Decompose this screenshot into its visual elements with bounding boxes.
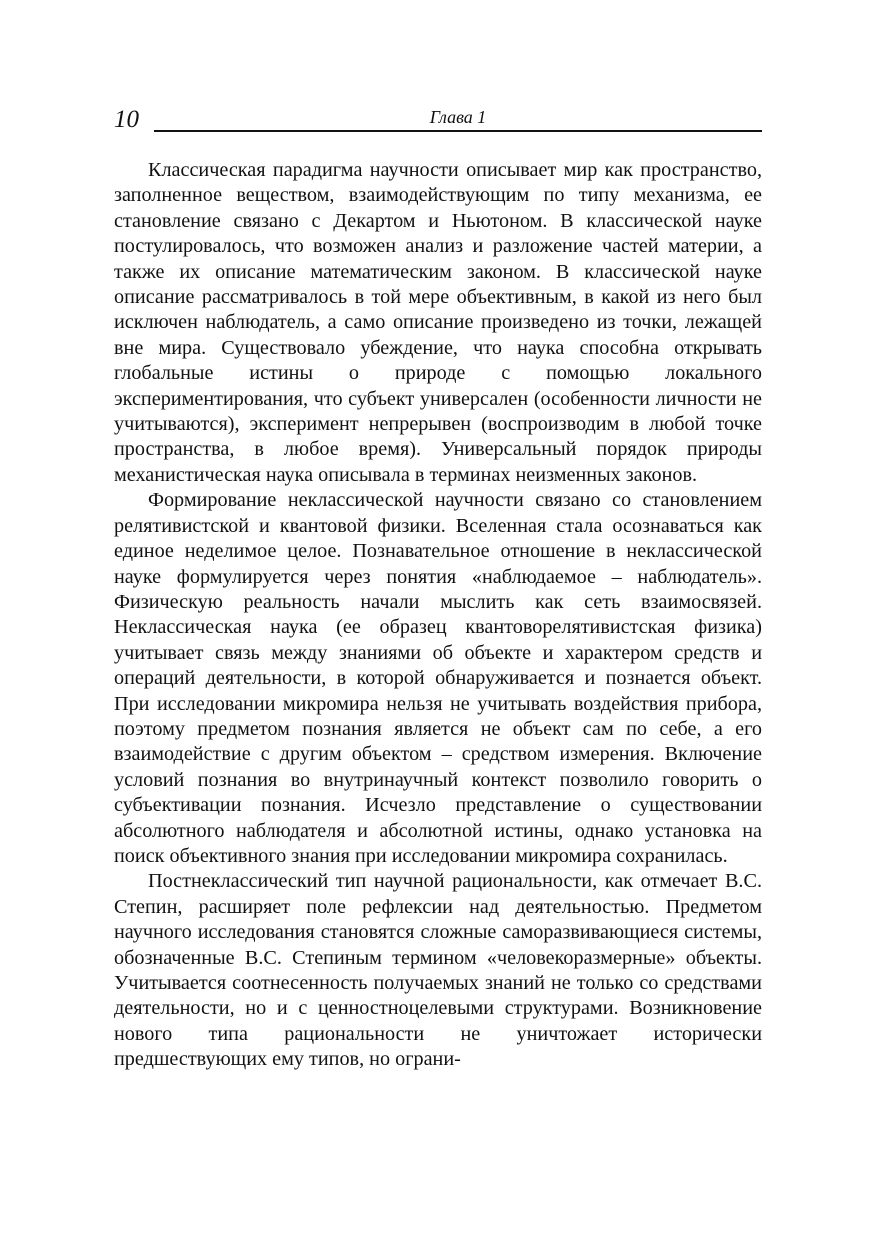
page-number: 10 xyxy=(114,106,139,133)
paragraph-postnonclassical: Постнеклассический тип научной рациональности, как отмечает В.С. Степин, расширяет поле рефлексии над деятельностью. Предметом научного исследования становятся сложные саморазвивающиеся системы, обозначенные В.С. Степиным термином «человекоразмерные» объекты. Учитывается соотнесенность получаемых знаний не только со средствами деятельности, но и с ценностноцелевыми структурами. Возникновение нового типа рациональности не уничтожает исторически предшествующих ему типов, но ограни- xyxy=(114,870,762,1071)
paragraph-classical: Классическая парадигма научности описывает мир как пространство, заполненное веществом, взаимодействующим по типу механизма, ее становление связано с Декартом и Ньютоном. В классической науке постулировалось, что возможен анализ и разложение частей материи, а также их описание математическим законом. В классической науке описание рассматривалось в той мере объективным, в какой из него был исключен наблюдатель, а само описание произведено из точки, лежащей вне мира. Существовало убеждение, что наука способна открывать глобальные истины о природе с помощью локального экспериментирования, что субъект универсален (особенности личности не учитываются), эксперимент непрерывен (воспроизводим в любой точке пространства, в любое время). Универсальный порядок природы механистическая наука описывала в терминах неизменных законов. xyxy=(114,159,762,486)
chapter-title: Глава 1 xyxy=(429,107,487,127)
paragraph-nonclassical: Формирование неклассической научности связано со становлением релятивистской и квантовой физики. Вселенная стала осознаваться как единое неделимое целое. Познавательное отношение в неклассической науке формулируется через понятия «наблюдаемое – наблюдатель». Физическую реальность начали мыслить как сеть взаимосвязей. Неклассическая наука (ее образец квантоворелятивистская физика) учитывает связь между знаниями об объекте и характером средств и операций деятельности, в которой обнаруживается и познается объект. При исследовании микромира нельзя не учитывать воздействия прибора, поэтому предметом познания является не объект сам по себе, а его взаимодействие с другим объектом – средством измерения. Включение условий познания во внутринаучный контекст позволило говорить о субъективации познания. Исчезло представление о существовании абсолютного наблюдателя и абсолютной истины, однако установка на поиск объективного знания при исследовании микромира сохранилась. xyxy=(114,489,762,867)
running-header xyxy=(114,100,762,134)
body-text xyxy=(114,158,762,1073)
book-page xyxy=(114,100,762,1073)
header-rule xyxy=(154,130,762,132)
